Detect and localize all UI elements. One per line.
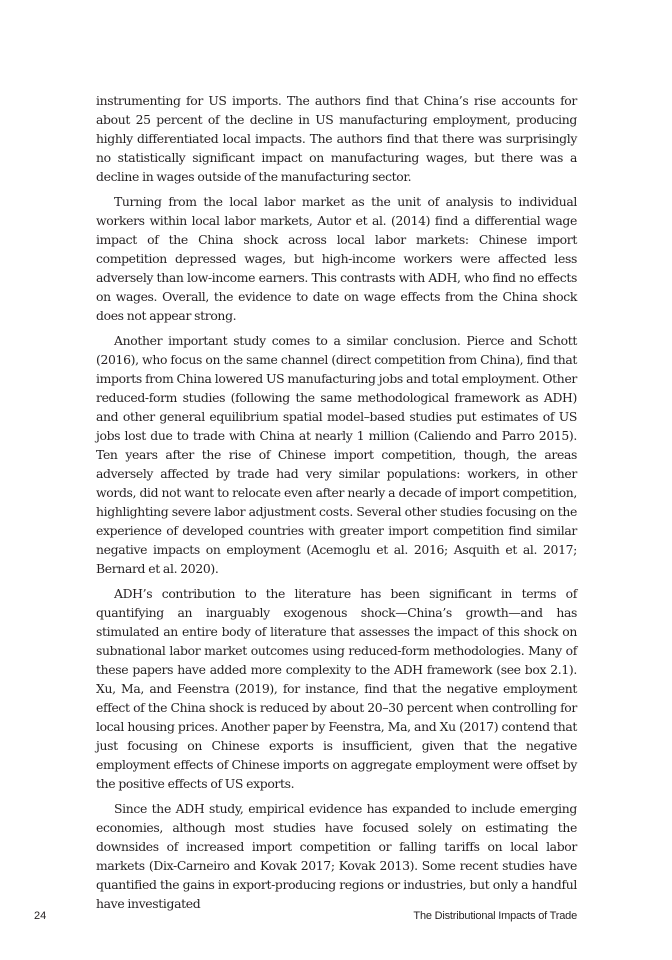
body-text bbox=[96, 91, 577, 919]
paragraph-continued: instrumenting for US imports. The authors find that China’s rise accounts for about 25 percent of the decline in US manufacturing employment, producing highly differentiated local impacts. The authors find that there was surprisingly no statistically significant impact on manufacturing wages, but there was a decline in wages outside of the manufacturing sector. bbox=[96, 93, 577, 184]
page-footer bbox=[34, 910, 577, 922]
running-title: The Distributional Impacts of Trade bbox=[413, 910, 577, 922]
paragraph-adh-contribution: ADH’s contribution to the literature has been significant in terms of quantifying an inarguably exogenous shock—China’s growth—and has stimulated an entire body of literature that assesses the impact of this shock on subnational labor market outcomes using reduced-form methodologies. Many of these papers have added more complexity to the ADH framework (see box 2.1). Xu, Ma, and Feenstra (2019), for instance, find that the negative employment effect of the China shock is reduced by about 20–30 percent when controlling for local housing prices. Another paper by Feenstra, Ma, and Xu (2017) contend that just focusing on Chinese exports is insufficient, given that the negative employment effects of Chinese imports on aggregate employment were offset by the positive effects of US exports. bbox=[96, 586, 577, 791]
paragraph-wage-impact: Turning from the local labor market as the unit of analysis to individual workers within local labor markets, Autor et al. (2014) find a differential wage impact of the China shock across local labor markets: Chinese import competition depressed wages, but high-income workers were affected less adversely than low-income earners. This contrasts with ADH, who find no effects on wages. Overall, the evidence to date on wage effects from the China shock does not appear strong. bbox=[96, 194, 577, 323]
page-number: 24 bbox=[34, 910, 47, 922]
paragraph-pierce-schott: Another important study comes to a similar conclusion. Pierce and Schott (2016), who focus on the same channel (direct competition from China), find that imports from China lowered US manufacturing jobs and total employment. Other reduced-form studies (following the same methodological framework as ADH) and other general equilibrium spatial model–based studies put estimates of US jobs lost due to trade with China at nearly 1 million (Caliendo and Parro 2015). Ten years after the rise of Chinese import competition, though, the areas adversely affected by trade had very similar populations: workers, in other words, did not want to relocate even after nearly a decade of import competition, highlighting severe labor adjustment costs. Several other studies focusing on the experience of developed countries with greater import competition find similar negative impacts on employment (Acemoglu et al. 2016; Asquith et al. 2017; Bernard et al. 2020). bbox=[96, 333, 577, 576]
paragraph-emerging-economies: Since the ADH study, empirical evidence has expanded to include emerging economies, although most studies have focused solely on estimating the downsides of increased import competition or falling tariffs on local labor markets (Dix-Carneiro and Kovak 2017; Kovak 2013). Some recent studies have quantified the gains in export-producing regions or industries, but only a handful have investigated bbox=[96, 801, 577, 911]
